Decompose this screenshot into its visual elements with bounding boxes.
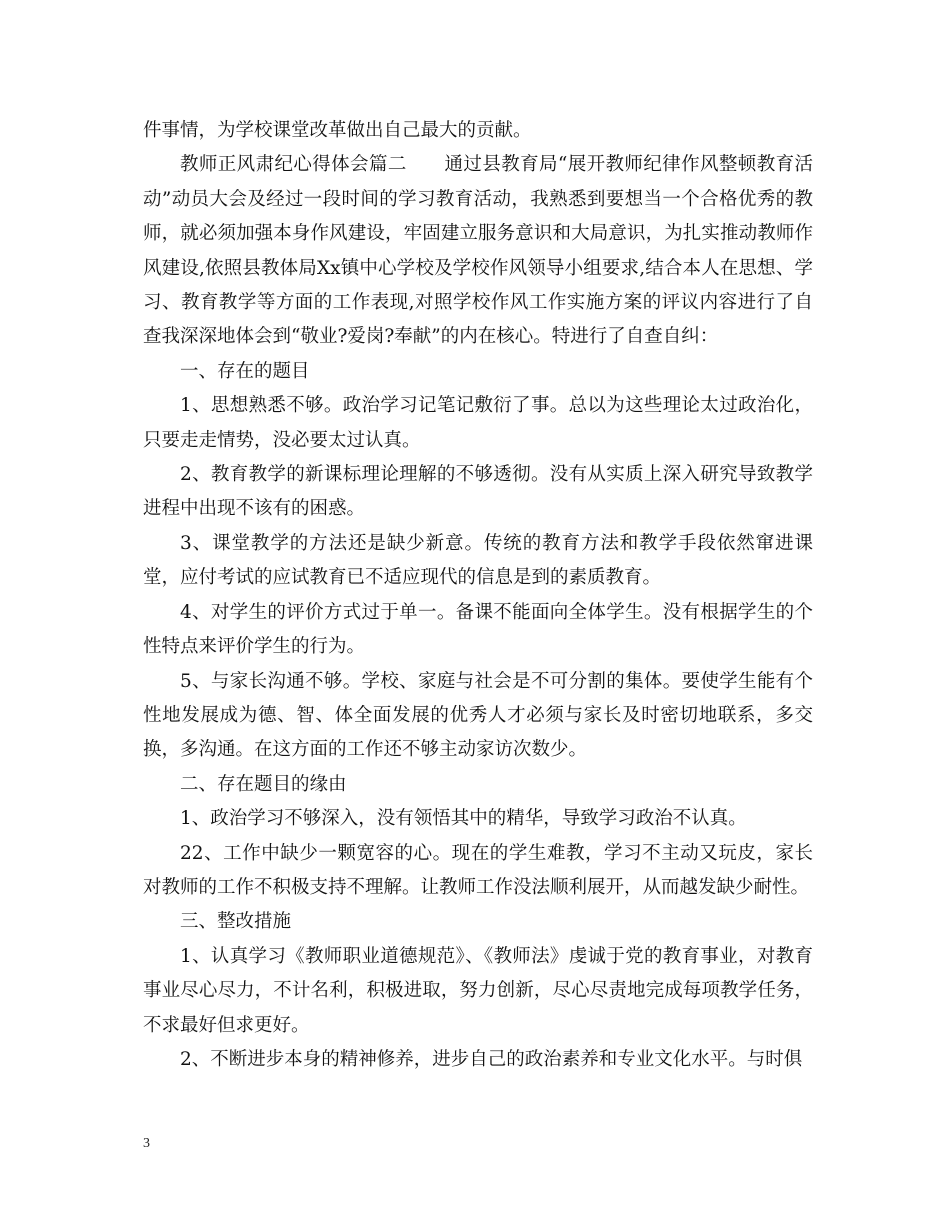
document-body (143, 114, 813, 1077)
paragraph: 件事情，为学校课堂改革做出自己最大的贡献。 (143, 120, 532, 141)
paragraph: 教师正风肃纪心得体会篇二 通过县教育局“展开教师纪律作风整顿教育活动”动员大会及经过一段时间的学习教育活动，我熟悉到要想当一个合格优秀的教师，就必须加强本身作风建设，牢固建立服务意识和大局意识，为扎实推动教师作风建设,依照县教体局Xx镇中心学校及学校作风领导小组要求,结合本人在思想、学习、教育教学等方面的工作表现,对照学校作风工作实施方案的评议内容进行了自查我深深地体会到“敬业?爱岗?奉献”的内在核心。特进行了自查自纠： (143, 154, 813, 348)
list-item: 1、政治学习不够深入，没有领悟其中的精华，导致学习政治不认真。 (180, 808, 747, 830)
list-item: 4、对学生的评价方式过于单一。备课不能面向全体学生。没有根据学生的个性特点来评价学生的行为。 (143, 601, 813, 658)
page-number: 3 (143, 1136, 150, 1151)
list-item: 5、与家长沟通不够。学校、家庭与社会是不可分割的集体。要使学生能有个性地发展成为德、智、体全面发展的优秀人才必须与家长及时密切地联系，多交换，多沟通。在这方面的工作还不够主动家访次数少。 (143, 670, 813, 761)
section-heading: 二、存在题目的缘由 (180, 773, 347, 795)
list-item: 2、教育教学的新课标理论理解的不够透彻。没有从实质上深入研究导致教学进程中出现不该有的困惑。 (143, 464, 813, 520)
section-heading: 一、存在的题目 (180, 360, 310, 382)
list-item: 22、工作中缺少一颗宽容的心。现在的学生难教，学习不主动又玩皮，家长对教师的工作不积极支持不理解。让教师工作没法顺利展开，从而越发缺少耐性。 (143, 842, 813, 898)
list-item: 1、认真学习《教师职业道德规范》、《教师法》虔诚于党的教育事业，对教育事业尽心尽力，不计名利，积极进取，努力创新，尽心尽责地完成每项教学任务，不求最好但求更好。 (143, 945, 813, 1036)
list-item: 1、思想熟悉不够。政治学习记笔记敷衍了事。总以为这些理论太过政治化，只要走走情势，没必要太过认真。 (143, 395, 813, 451)
list-item: 3、课堂教学的方法还是缺少新意。传统的教育方法和教学手段依然窜进课堂，应付考试的应试教育已不适应现代的信息是到的素质教育。 (143, 532, 813, 589)
section-heading: 三、整改措施 (180, 911, 292, 933)
list-item: 2、不断进步本身的精神修养，进步自己的政治素养和专业文化水平。与时俱 (180, 1048, 803, 1070)
